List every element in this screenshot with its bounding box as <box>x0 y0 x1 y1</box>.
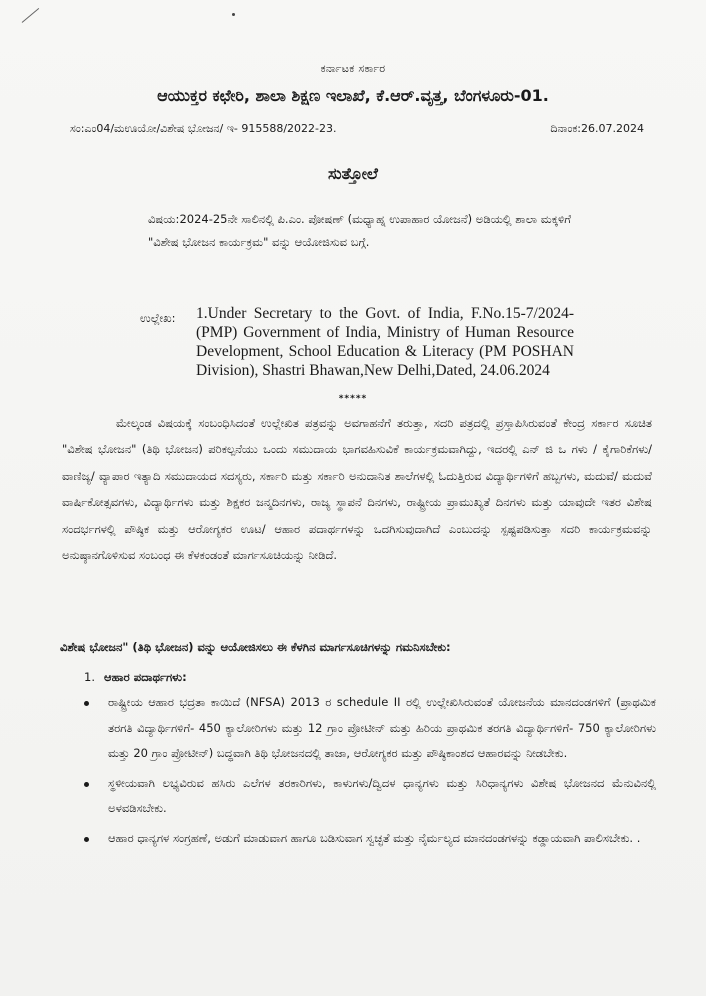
body-paragraph: ಮೇಲ್ಕಂಡ ವಿಷಯಕ್ಕೆ ಸಂಬಂಧಿಸಿದಂತೆ ಉಲ್ಲೇಖಿತ ಪತ್ರವನ್ನು ಅವಗಾಹನೆಗೆ ತರುತ್ತಾ, ಸದರಿ ಪತ್ರದಲ್ಲಿ ಪ್ರಸ್ತಾಪಿಸಿರುವಂತೆ ಕೇಂದ್ರ ಸರ್ಕಾರ ಸೂಚಿತ "ವಿಶೇಷ ಭೋಜನ" (ತಿಥಿ ಭೋಜನ) ಪರಿಕಲ್ಪನೆಯು ಒಂದು ಸಮುದಾಯ ಭಾಗವಹಿಸುವಿಕೆ ಕಾರ್ಯಕ್ರಮವಾಗಿದ್ದು, ಇದರಲ್ಲಿ ಎನ್ ಜಿ ಒ ಗಳು / ಕೈಗಾರಿಕೆಗಳು/ ವಾಣಿಜ್ಯ/ ವ್ಯಾಪಾರ ಇತ್ಯಾದಿ ಸಮುದಾಯದ ಸದಸ್ಯರು, ಸರ್ಕಾರಿ ಮತ್ತು ಸರ್ಕಾರಿ ಅನುದಾನಿತ ಶಾಲೆಗಳಲ್ಲಿ ಓದುತ್ತಿರುವ ವಿದ್ಯಾರ್ಥಿಗಳಿಗೆ ಹಬ್ಬಗಳು, ಮದುವೆ/ ಮದುವೆ ವಾರ್ಷಿಕೋತ್ಸವಗಳು, ವಿದ್ಯಾರ್ಥಿಗಳು ಮತ್ತು ಶಿಕ್ಷಕರ ಜನ್ಮದಿನಗಳು, ರಾಜ್ಯ ಸ್ಥಾಪನೆ ದಿನಗಳು, ರಾಷ್ಟ್ರೀಯ ಪ್ರಾಮುಖ್ಯತೆ ದಿನಗಳು ಮತ್ತು ಯಾವುದೇ ಇತರ ವಿಶೇಷ ಸಂದರ್ಭಗಳಲ್ಲಿ ಪೌಷ್ಠಿಕ ಮತ್ತು ಆರೋಗ್ಯಕರ ಊಟ/ ಆಹಾರ ಪದಾರ್ಥಗಳನ್ನು ಒದಗಿಸುವುದಾಗಿದೆ ಎಂಬುದನ್ನು ಸ್ಪಷ್ಟಪಡಿಸುತ್ತಾ ಸದರಿ ಕಾರ್ಯಕ್ರಮವನ್ನು ಅನುಷ್ಠಾನಗೊಳಿಸುವ ಸಂಬಂಧ ಈ ಕೆಳಕಂಡಂತೆ ಮಾರ್ಗಸೂಚಿಯನ್ನು ನೀಡಿದೆ. <box>62 416 652 563</box>
list-item-text: ಸ್ಥಳೀಯವಾಗಿ ಲಭ್ಯವಿರುವ ಹಸಿರು ಎಲೆಗಳ ತರಕಾರಿಗಳು, ಕಾಳುಗಳು/ದ್ವಿದಳ ಧಾನ್ಯಗಳು ಮತ್ತು ಸಿರಿಧಾನ್ಯಗಳು ವಿಶೇಷ ಭೋಜನದ ಮೆನುವಿನಲ್ಲಿ ಅಳವಡಿಸಬೇಕು. <box>108 775 656 815</box>
section-title: ಆಹಾರ ಪದಾರ್ಥಗಳು: <box>104 670 187 684</box>
list-item <box>84 771 656 822</box>
list-item <box>84 690 656 767</box>
guidelines-heading: ವಿಶೇಷ ಭೋಜನ" (ತಿಥಿ ಭೋಜನ) ವನ್ನು ಆಯೋಜಿಸಲು ಈ ಕೆಳಗಿನ ಮಾರ್ಗಸೂಚಿಗಳನ್ನು ಗಮನಿಸಬೇಕು: <box>60 640 451 654</box>
separator: ***** <box>338 394 368 404</box>
document-date: ದಿನಾಂಕ:26.07.2024 <box>550 122 644 135</box>
document-title: ಸುತ್ತೋಲೆ <box>328 164 378 183</box>
government-name: ಕರ್ನಾಟಕ ಸರ್ಕಾರ <box>320 62 386 75</box>
scan-dot <box>232 13 235 16</box>
scan-pen-mark <box>22 8 39 23</box>
office-name: ಆಯುಕ್ತರ ಕಛೇರಿ, ಶಾಲಾ ಶಿಕ್ಷಣ ಇಲಾಖೆ, ಕೆ.ಆರ್.ವೃತ್ತ, ಬೆಂಗಳೂರು-01. <box>157 86 549 105</box>
reference-label: ಉಲ್ಲೇಖ: <box>140 311 176 325</box>
subject-label: ವಿಷಯ: <box>148 212 180 226</box>
reference-number: ಸಂ:ಎಂ04/ಮಊಯೋ/ವಿಶೇಷ ಭೋಜನ/ ಇ- 915588/2022-23. <box>70 122 337 135</box>
section-number: 1. <box>84 670 95 684</box>
section-heading <box>84 670 187 685</box>
list-item-text: ಆಹಾರ ಧಾನ್ಯಗಳ ಸಂಗ್ರಹಣೆ, ಅಡುಗೆ ಮಾಡುವಾಗ ಹಾಗೂ ಬಡಿಸುವಾಗ ಸ್ವಚ್ಛತೆ ಮತ್ತು ನೈರ್ಮಲ್ಯದ ಮಾನದಂಡಗಳನ್ನು ಕಡ್ಡಾಯವಾಗಿ ಪಾಲಿಸಬೇಕು. . <box>108 830 641 845</box>
list-item-text: ರಾಷ್ಟ್ರೀಯ ಆಹಾರ ಭದ್ರತಾ ಕಾಯಿದೆ (NFSA) 2013 ರ schedule II ರಲ್ಲಿ ಉಲ್ಲೇಖಿಸಿರುವಂತೆ ಯೋಜನೆಯ ಮಾನದಂಡಗಳಿಗೆ (ಪ್ರಾಥಮಿಕ ತರಗತಿ ವಿದ್ಯಾರ್ಥಿಗಳಿಗೆ- 450 ಕ್ಯಾಲೋರಿಗಳು ಮತ್ತು 12 ಗ್ರಾಂ ಪ್ರೋಟೀನ್ ಮತ್ತು ಹಿರಿಯ ಪ್ರಾಥಮಿಕ ತರಗತಿ ವಿದ್ಯಾರ್ಥಿಗಳಿಗೆ- 750 ಕ್ಯಾಲೋರಿಗಳು ಮತ್ತು 20 ಗ್ರಾಂ ಪ್ರೋಟೀನ್) ಬದ್ಧವಾಗಿ ತಿಥಿ ಭೋಜನದಲ್ಲಿ ತಾಜಾ, ಆರೋಗ್ಯಕರ ಮತ್ತು ಪೌಷ್ಠಿಕಾಂಶದ ಆಹಾರವನ್ನು ನೀಡಬೇಕು. <box>108 695 656 760</box>
subject-text: 2024-25ನೇ ಸಾಲಿನಲ್ಲಿ ಪಿ.ಎಂ. ಪೋಷಣ್ (ಮಧ್ಯಾಹ್ನ ಉಪಾಹಾರ ಯೋಜನೆ) ಅಡಿಯಲ್ಲಿ ಶಾಲಾ ಮಕ್ಕಳಿಗೆ "ವಿಶೇಷ ಭೋಜನ ಕಾರ್ಯಕ್ರಮ" ವನ್ನು ಆಯೋಜಿಸುವ ಬಗ್ಗೆ. <box>148 212 571 249</box>
guideline-list <box>84 690 656 855</box>
bullet-icon <box>84 782 89 787</box>
list-item <box>84 826 656 852</box>
reference-text: 1.Under Secretary to the Govt. of India, F.No.15-7/2024-(PMP) Government of India, Ministry of Human Resource Development, School Education & Literacy (PM POSHAN Division), Shastri Bhawan,New Delhi,Dated, 24.06.2024 <box>196 305 574 379</box>
bullet-icon <box>84 701 89 706</box>
subject-block <box>148 208 588 254</box>
bullet-icon <box>84 837 89 842</box>
